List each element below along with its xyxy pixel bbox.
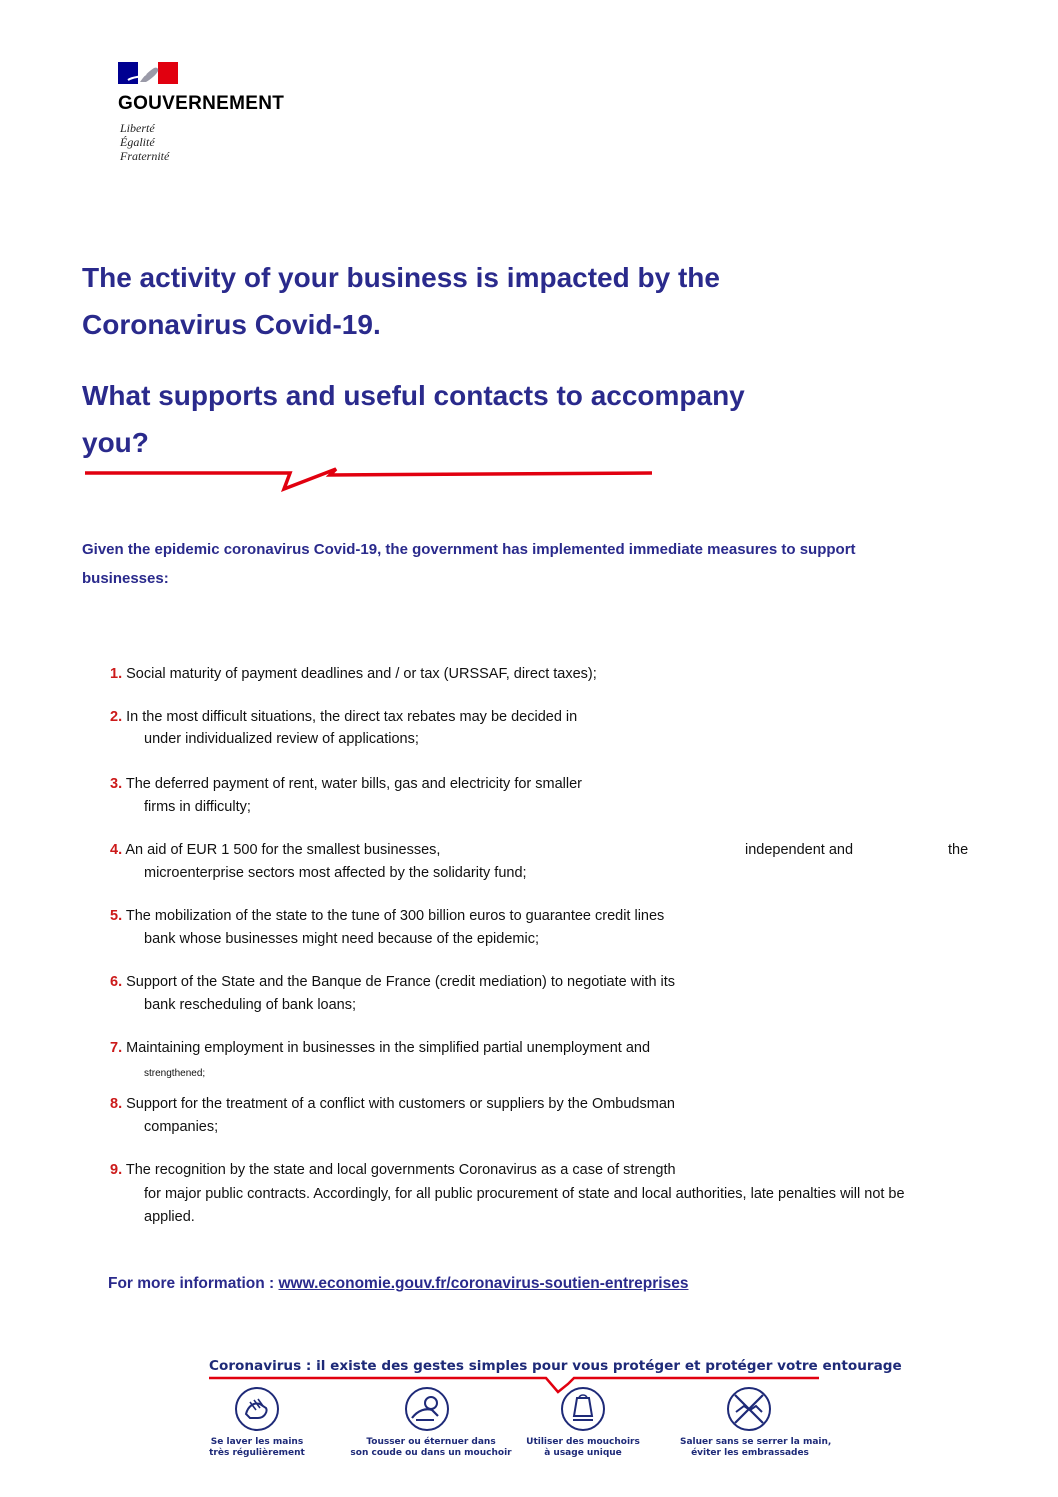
- page-subtitle-line-1: What supports and useful contacts to accompany: [82, 380, 745, 411]
- gesture-label-line: à usage unique: [544, 1448, 622, 1458]
- measure-text: In the most difficult situations, the direct tax rebates may be decided in: [122, 709, 578, 725]
- gesture-label-line: Saluer sans se serrer la main,: [680, 1437, 832, 1447]
- tissue-icon: [560, 1386, 606, 1432]
- gesture-label: [346, 1437, 516, 1459]
- motto-egalite: Égalité: [120, 135, 155, 149]
- measure-continuation: strengthened;: [144, 1068, 206, 1079]
- measure-item-9: [110, 1162, 676, 1178]
- measure-continuation: firms in difficulty;: [144, 799, 251, 815]
- measure-text: The recognition by the state and local governments Coronavirus as a case of strength: [122, 1162, 676, 1178]
- measure-continuation: applied.: [144, 1209, 195, 1225]
- measure-item-4: [110, 842, 440, 858]
- more-info-line: [108, 1275, 688, 1293]
- banner-title: Coronavirus : il existe des gestes simples pour vous protéger et protéger votre entourage: [209, 1358, 902, 1374]
- cough-elbow-icon: [404, 1386, 450, 1432]
- gesture-label-line: éviter les embrassades: [691, 1448, 809, 1458]
- more-info-link[interactable]: www.economie.gouv.fr/coronavirus-soutien-entreprises: [278, 1275, 689, 1292]
- intro-line-2: businesses:: [82, 570, 169, 587]
- measure-continuation: companies;: [144, 1119, 219, 1135]
- marianne-logo-icon: [118, 62, 178, 84]
- measure-text: The mobilization of the state to the tune of 300 billion euros to guarantee credit lines: [122, 908, 665, 924]
- motto-fraternite: Fraternité: [120, 149, 170, 163]
- no-handshake-icon: [726, 1386, 772, 1432]
- measure-item-8: [110, 1096, 675, 1112]
- page-title-line-1: The activity of your business is impacted by the: [82, 262, 720, 293]
- measure-number: 7.: [110, 1040, 123, 1056]
- hand-washing-icon: [234, 1386, 280, 1432]
- measure-justified-word: the: [948, 842, 969, 858]
- measure-text: Social maturity of payment deadlines and / or tax (URSSAF, direct taxes);: [122, 666, 597, 682]
- measure-item-6: [110, 974, 675, 990]
- measure-text: The deferred payment of rent, water bills, gas and electricity for smaller: [122, 776, 583, 792]
- gesture-label-line: Tousser ou éternuer dans: [366, 1437, 496, 1447]
- measure-justified-word: independent and: [745, 842, 854, 858]
- measure-number: 8.: [110, 1096, 123, 1112]
- measure-item-2: [110, 709, 577, 725]
- measure-number: 6.: [110, 974, 123, 990]
- measure-number: 9.: [110, 1162, 123, 1178]
- intro-line-1: Given the epidemic coronavirus Covid-19, the government has implemented immediate measures to support: [82, 541, 856, 558]
- measure-number: 5.: [110, 908, 123, 924]
- red-zigzag-underline: [84, 462, 654, 492]
- government-logo-text: GOUVERNEMENT: [118, 93, 285, 114]
- measure-continuation: microenterprise sectors most affected by the solidarity fund;: [144, 865, 527, 881]
- measure-item-5: [110, 908, 664, 924]
- motto-liberte: Liberté: [120, 121, 155, 135]
- gesture-label-line: Utiliser des mouchoirs: [526, 1437, 640, 1447]
- measure-number: 1.: [110, 666, 123, 682]
- measure-text: Support for the treatment of a conflict with customers or suppliers by the Ombudsman: [122, 1096, 675, 1112]
- gesture-label-line: très régulièrement: [209, 1448, 305, 1458]
- measure-number: 4.: [110, 842, 123, 858]
- page-title-line-2: Coronavirus Covid-19.: [82, 309, 381, 340]
- measure-item-3: [110, 776, 582, 792]
- measure-continuation: for major public contracts. Accordingly, for all public procurement of state and local authorities, late penalties will not be: [144, 1186, 905, 1202]
- gesture-label: [196, 1437, 318, 1459]
- gesture-label: [522, 1437, 644, 1459]
- gesture-label-line: Se laver les mains: [210, 1437, 304, 1447]
- gesture-label: [680, 1437, 832, 1459]
- measure-text: Maintaining employment in businesses in the simplified partial unemployment and: [122, 1040, 651, 1056]
- measure-number: 2.: [110, 709, 123, 725]
- measure-continuation: under individualized review of applications;: [144, 731, 419, 747]
- page-subtitle-line-2: you?: [82, 427, 149, 458]
- measure-text: An aid of EUR 1 500 for the smallest businesses,: [122, 842, 441, 858]
- measure-continuation: bank rescheduling of bank loans;: [144, 997, 357, 1013]
- measure-text: Support of the State and the Banque de France (credit mediation) to negotiate with its: [122, 974, 676, 990]
- measure-item-7: [110, 1040, 650, 1056]
- measure-number: 3.: [110, 776, 123, 792]
- more-info-label: For more information :: [108, 1275, 279, 1292]
- measure-item-1: [110, 666, 597, 682]
- gesture-label-line: son coude ou dans un mouchoir: [350, 1448, 512, 1458]
- measure-continuation: bank whose businesses might need because of the epidemic;: [144, 931, 539, 947]
